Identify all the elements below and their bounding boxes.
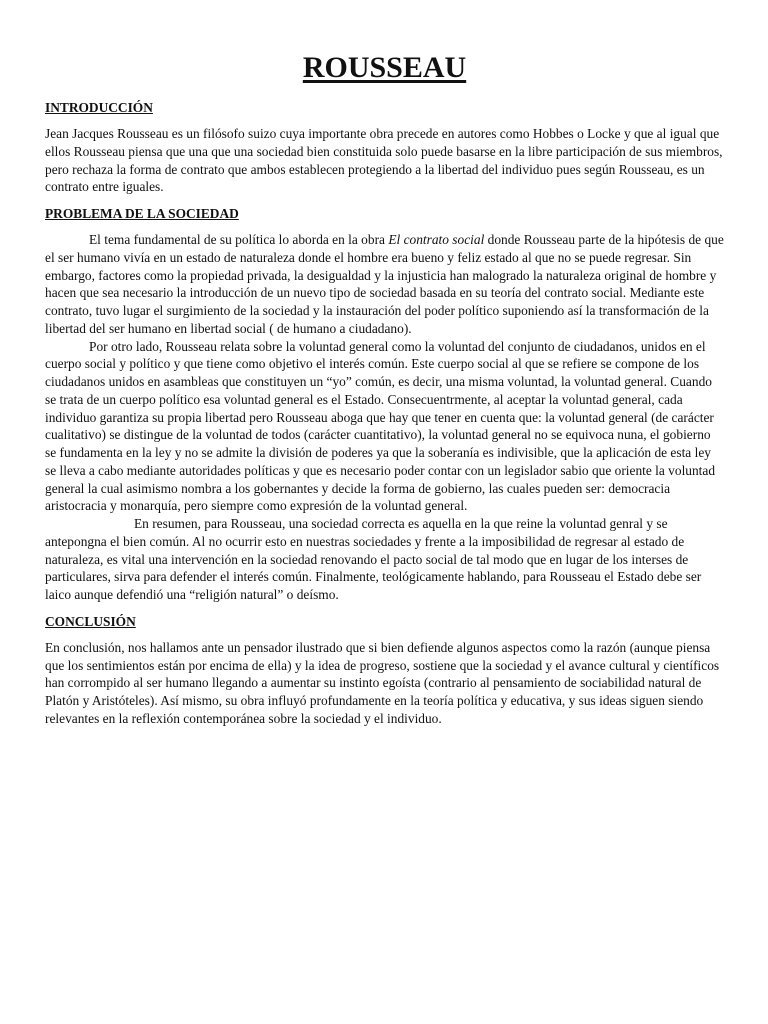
problem-heading: PROBLEMA DE LA SOCIEDAD [45, 206, 239, 221]
book-title-italic: El contrato social [388, 232, 485, 247]
intro-paragraph: Jean Jacques Rousseau es un filósofo suizo cuya importante obra precede en autores como Hobbes o Locke y que al igual que ellos Rousseau piensa que una que una sociedad bien constituida solo puede basarse en la libre participación de sus miembros, pero rechaza la forma de contrato que ambos establecen protegiendo a la libertad del individuo pues según Rousseau, es un contrato entre iguales. [45, 126, 723, 195]
problem-paragraph-1 [45, 231, 724, 338]
intro-heading: INTRODUCCIÓN [45, 100, 153, 115]
conclusion-paragraph: En conclusión, nos hallamos ante un pensador ilustrado que si bien defiende algunos aspectos como la razón (aunque piensa que los sentimientos están por encima de ella) y la idea de progreso, sostiene que la sociedad y el avance cultural y científicos han corrompido al ser humano llegando a aumentar su instinto egoísta (contrario al pensamiento de sociabilidad natural de Platón y Aristóteles). Así mismo, su obra influyó profundamente en la teoría política y educativa, y sus ideas siguen siendo relevantes en la reflexión contemporánea sobre la sociedad y el individuo. [45, 639, 720, 726]
conclusion-heading: CONCLUSIÓN [45, 613, 136, 629]
problem-paragraph-2: Por otro lado, Rousseau relata sobre la voluntad general como la voluntad del conjunto de ciudadanos, unidos en el cuerpo social y político y que tiene como objetivo el interés común. Este cuerpo social al que se refiere se compone de los ciudadanos unidos en asambleas que constituyen un “yo” común, es decir, una misma voluntad, la voluntad general. Cuando se trata de un cuerpo político esa voluntad general es el Estado. Consecuentrmente, al aceptar la voluntad general, cada individuo garantiza su propia libertad pero Rousseau aboga que hay que tener en cuenta que: la voluntad general (de carácter cualitativo) se distingue de la voluntad de todos (carácter cuantitativo), la voluntad general no se equivoca nuna, el gobierno se fundamenta en la ley y no se admite la división de poderes ya que la soberanía es indivisible, que la aplicación de esta ley se lleva a cabo mediante autoridades políticas y que es necesario poder contar con un legislador sabio que oriente la voluntad general la cual asimismo nombra a los gobernantes y decide la forma de gobierno, las cuales pueden ser: democracia aristocracia y monarquía, pero siempre como expresión de la voluntad general. [45, 338, 716, 514]
document-title: ROUSSEAU [302, 51, 467, 84]
problem-body [45, 231, 724, 604]
problem-p1-rest: donde Rousseau parte de la hipótesis de que el ser humano vivía en un estado de naturaleza donde el hombre era bueno y feliz estado al que no se puede regresar. Sin embargo, factores como la propiedad privada, la desigualdad y la injusticia han malogrado la naturaleza original de hombre y hacen que sea necesario la introducción de un nuevo tipo de sociedad basada en su teoría del contrato social. Mediante este contrato, tuvo lugar el surgimiento de la sociedad y la instauración del poder político suponiendo así la transformación de la libertad del ser humano en libertad social ( de humano a ciudadano). [45, 232, 724, 336]
problem-p1-lead: El tema fundamental de su política lo aborda en la obra [89, 232, 389, 247]
problem-paragraph-3: En resumen, para Rousseau, una sociedad correcta es aquella en la que reine la voluntad genral y se antepongna el bien común. Al no ocurrir esto en nuestras sociedades y frente a la imposibilidad de regresar al estado de naturaleza, es vital una intervención en la sociedad renovando el pacto social de tal modo que en lugar de los interses de particulares, sirva para defender el interés común. Finalmente, teológicamente hablando, para Rousseau el Estado debe ser laico aunque defendió una “religión natural” o deísmo. [45, 516, 702, 602]
